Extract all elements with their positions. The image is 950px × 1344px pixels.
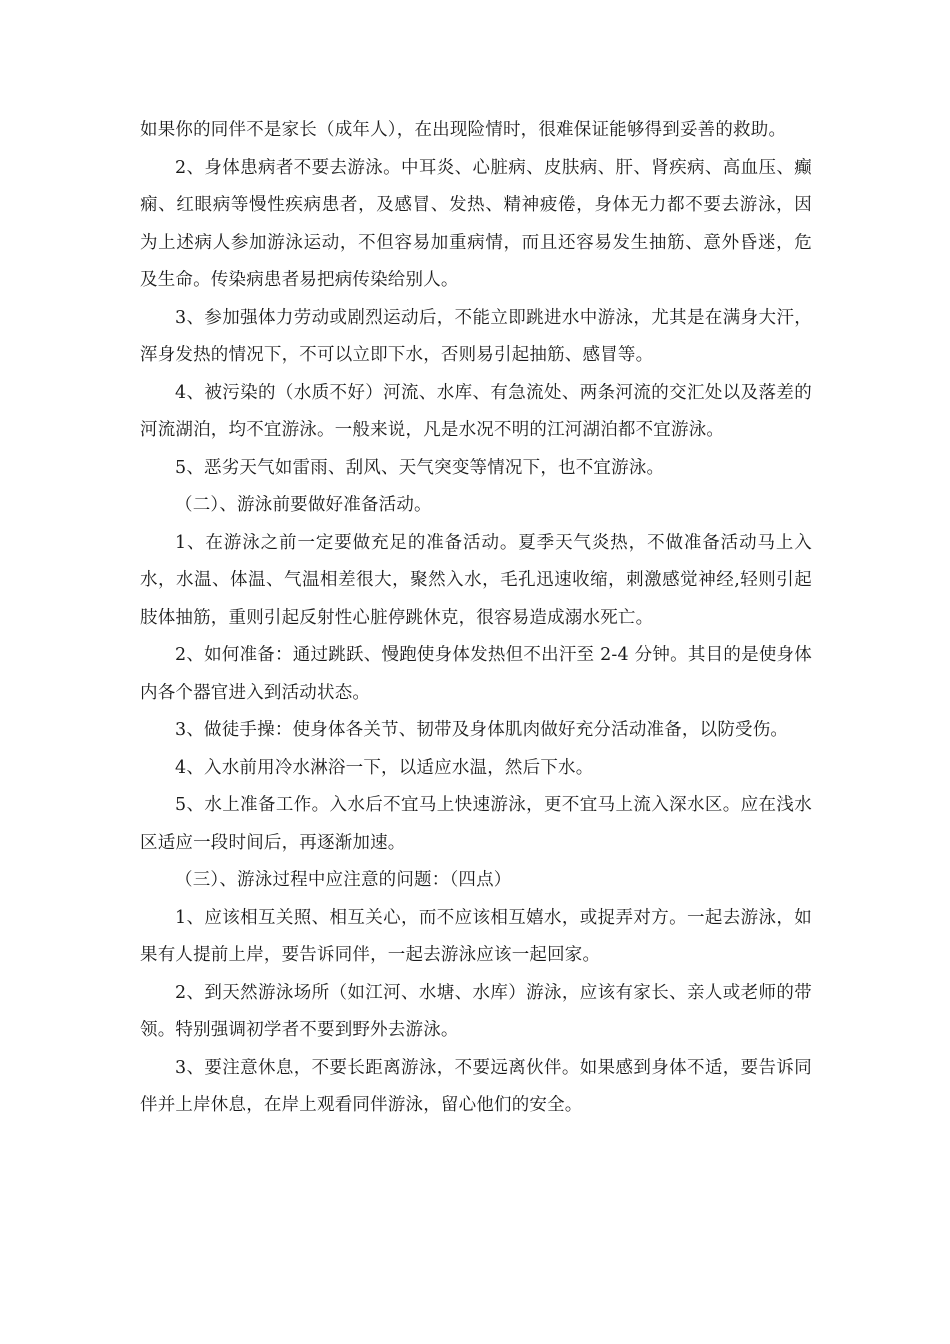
paragraph-during-3: 3、要注意休息，不要长距离游泳，不要远离伙伴。如果感到身体不适，要告诉同伴并上岸休息，在岸上观看同伴游泳，留心他们的安全。 (140, 1057, 812, 1115)
paragraph-prep-2: 2、如何准备：通过跳跃、慢跑使身体发热但不出汗至 2-4 分钟。其目的是使身体内各个器官进入到活动状态。 (140, 645, 812, 703)
paragraph-item-3-exercise: 3、参加强体力劳动或剧烈运动后，不能立即跳进水中游泳，尤其是在满身大汗，浑身发热的情况下，不可以立即下水，否则易引起抽筋、感冒等。 (140, 307, 812, 365)
paragraph-during-1: 1、应该相互关照、相互关心，而不应该相互嬉水，或捉弄对方。一起去游泳，如果有人提前上岸，要告诉同伴，一起去游泳应该一起回家。 (140, 907, 812, 965)
section-heading-2: （二）、游泳前要做好准备活动。 (175, 495, 432, 515)
paragraph-continuation: 如果你的同伴不是家长（成年人），在出现险情时，很难保证能够得到妥善的救助。 (140, 120, 787, 140)
paragraph-prep-1: 1、在游泳之前一定要做充足的准备活动。夏季天气炎热，不做准备活动马上入水，水温、体温、气温相差很大，聚然入水，毛孔迅速收缩，刺激感觉神经,轻则引起肢体抽筋，重则引起反射性心脏停跳休克，很容易造成溺水死亡。 (140, 532, 812, 628)
paragraph-prep-4: 4、入水前用冷水淋浴一下，以适应水温，然后下水。 (175, 757, 594, 778)
paragraph-prep-3: 3、做徒手操：使身体各关节、韧带及身体肌肉做好充分活动准备，以防受伤。 (175, 720, 789, 740)
document-body (140, 112, 812, 1125)
section-heading-3: （三）、游泳过程中应注意的问题：（四点） (175, 870, 512, 890)
paragraph-item-4-polluted-water: 4、被污染的（水质不好）河流、水库、有急流处、两条河流的交汇处以及落差的河流湖泊，均不宜游泳。一般来说，凡是水况不明的江河湖泊都不宜游泳。 (140, 382, 812, 440)
paragraph-during-2: 2、到天然游泳场所（如江河、水塘、水库）游泳，应该有家长、亲人或老师的带领。特别强调初学者不要到野外去游泳。 (140, 982, 812, 1040)
paragraph-item-2-illness: 2、身体患病者不要去游泳。中耳炎、心脏病、皮肤病、肝、肾疾病、高血压、癫痫、红眼病等慢性疾病患者，及感冒、发热、精神疲倦，身体无力都不要去游泳，因为上述病人参加游泳运动，不但容易加重病情，而且还容易发生抽筋、意外昏迷，危及生命。传染病患者易把病传染给别人。 (140, 157, 812, 290)
paragraph-prep-5: 5、水上准备工作。入水后不宜马上快速游泳，更不宜马上流入深水区。应在浅水区适应一段时间后，再逐渐加速。 (140, 795, 812, 853)
paragraph-item-5-weather: 5、恶劣天气如雷雨、刮风、天气突变等情况下，也不宜游泳。 (175, 457, 665, 478)
